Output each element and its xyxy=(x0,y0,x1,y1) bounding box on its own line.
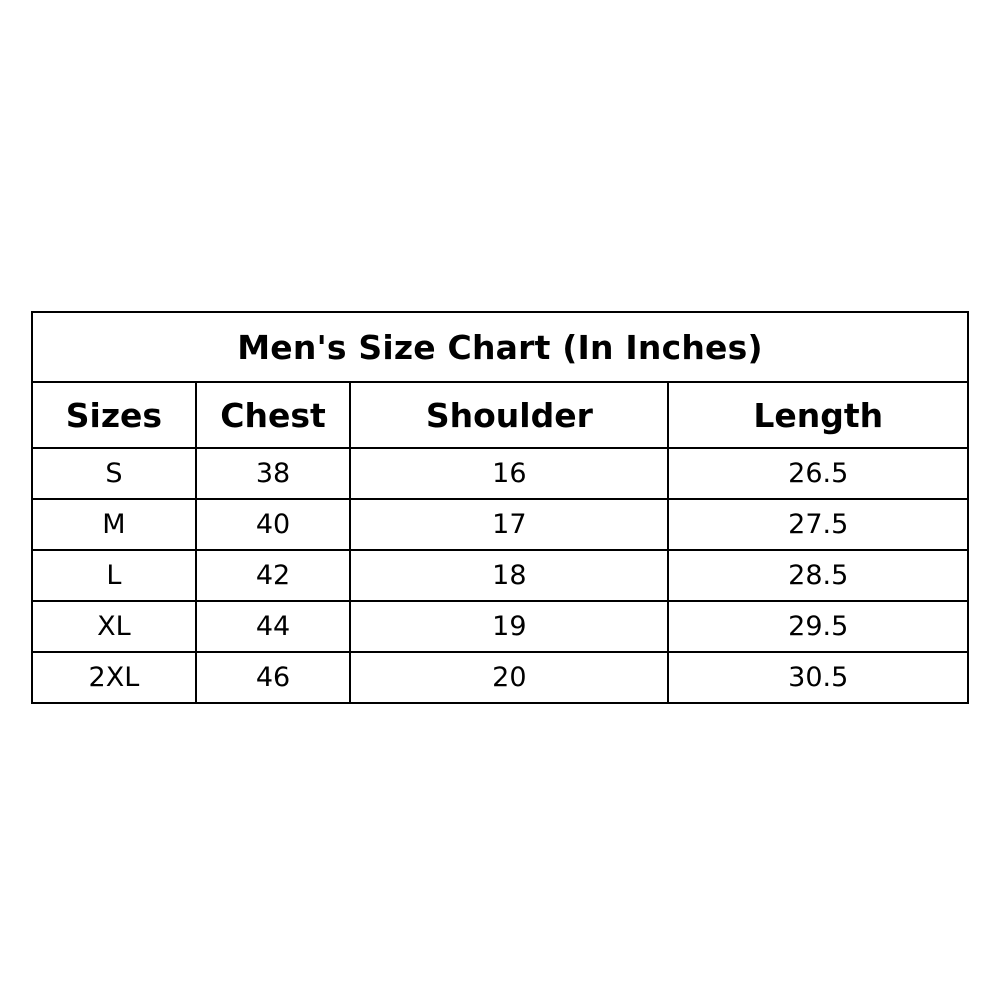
cell-shoulder: 16 xyxy=(350,448,668,499)
cell-chest: 40 xyxy=(196,499,350,550)
table-row xyxy=(32,652,968,703)
table-header-row xyxy=(32,382,968,448)
table-title-row xyxy=(32,312,968,382)
cell-chest: 46 xyxy=(196,652,350,703)
cell-length: 28.5 xyxy=(668,550,968,601)
cell-size: 2XL xyxy=(32,652,196,703)
column-header-sizes: Sizes xyxy=(32,382,196,448)
size-chart-container xyxy=(31,311,969,693)
cell-chest: 38 xyxy=(196,448,350,499)
cell-shoulder: 19 xyxy=(350,601,668,652)
table-row xyxy=(32,448,968,499)
cell-length: 29.5 xyxy=(668,601,968,652)
cell-shoulder: 20 xyxy=(350,652,668,703)
cell-size: M xyxy=(32,499,196,550)
cell-chest: 44 xyxy=(196,601,350,652)
table-row xyxy=(32,601,968,652)
cell-length: 27.5 xyxy=(668,499,968,550)
column-header-shoulder: Shoulder xyxy=(350,382,668,448)
cell-length: 30.5 xyxy=(668,652,968,703)
size-chart-table xyxy=(31,311,969,704)
column-header-length: Length xyxy=(668,382,968,448)
cell-shoulder: 18 xyxy=(350,550,668,601)
cell-length: 26.5 xyxy=(668,448,968,499)
cell-size: XL xyxy=(32,601,196,652)
cell-size: S xyxy=(32,448,196,499)
cell-size: L xyxy=(32,550,196,601)
cell-chest: 42 xyxy=(196,550,350,601)
table-row xyxy=(32,499,968,550)
column-header-chest: Chest xyxy=(196,382,350,448)
cell-shoulder: 17 xyxy=(350,499,668,550)
table-row xyxy=(32,550,968,601)
chart-title: Men's Size Chart (In Inches) xyxy=(32,312,968,382)
